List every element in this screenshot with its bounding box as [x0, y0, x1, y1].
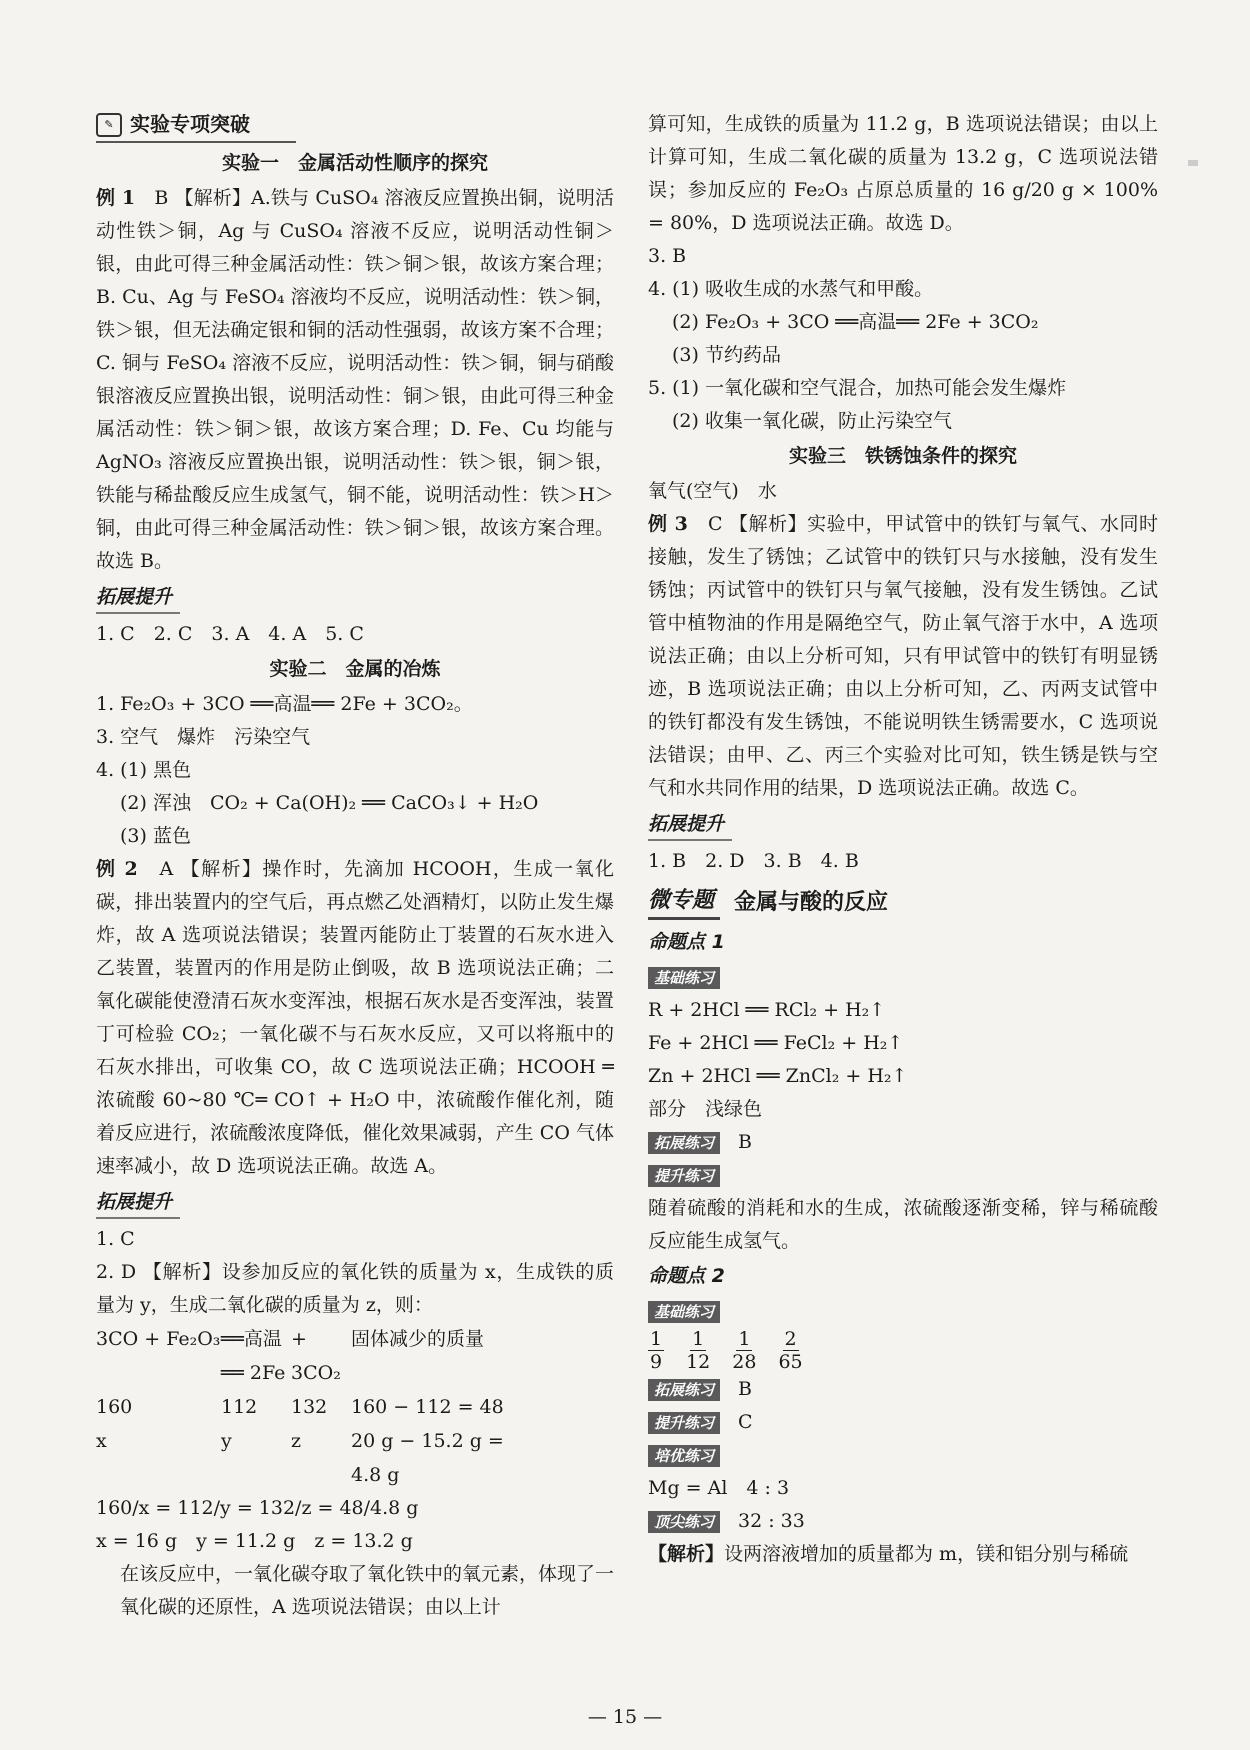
point1-label: 命题点 1 [648, 931, 725, 953]
fraction [778, 1328, 802, 1373]
fraction [686, 1328, 710, 1373]
experiment-icon: ✎ [96, 113, 122, 137]
fraction-row [648, 1328, 1158, 1373]
denominator: 9 [650, 1351, 663, 1373]
scan-mark [1188, 160, 1198, 166]
calc-cell: 160 [96, 1396, 133, 1418]
example2-text: A 【解析】操作时，先滴加 HCOOH，生成一氧化碳，排出装置内的空气后，再点燃乙处酒精灯，以防止发生爆炸，故 A 选项说法错误；装置丙能防止丁装置的石灰水进入乙装置，装置丙的作用是防止倒吸，故 B 选项说法正确；二氧化碳能使澄清石灰水变浑浊，根据石灰水是否变浑浊，装置丁可检验 CO₂；一氧化碳不与石灰水反应，又可以将瓶中的石灰水排出，可收集 CO，故 C 选项说法正确；HCOOH ═浓硫酸 60~80 ℃═ CO↑ + H₂O 中，浓硫酸作催化剂，随着反应进行，浓硫酸浓度降低，催化效果减弱，产生 CO 气体速率减小，故 D 选项说法正确。故选 A。 [96, 858, 614, 1177]
tag-top: 顶尖练习 [648, 1511, 720, 1533]
numerator: 1 [692, 1328, 705, 1350]
ext2-q1: 1. C [96, 1228, 135, 1250]
ext-answer-1: B [738, 1131, 752, 1153]
ext-answer-2: B [738, 1378, 752, 1400]
tail-text: 在该反应中，一氧化碳夺取了氧化铁中的氧元素，体现了一氧化碳的还原性，A 选项说法错误；由以上计 [120, 1563, 615, 1618]
last-analysis [648, 1538, 1158, 1571]
micro-topic-header [648, 884, 1158, 920]
exp1-title: 实验一 金属活动性顺序的探究 [221, 152, 488, 174]
continued-text: 算可知，生成铁的质量为 11.2 g，B 选项说法错误；由以上计算可知，生成二氧化碳的质量为 13.2 g，C 选项说法错误；参加反应的 Fe₂O₃ 占原总质量的 16 g/20 g × 100% = 80%，D 选项说法正确。故选 D。 [648, 113, 1158, 234]
example3-label: 例 3 [648, 513, 688, 535]
numerator: 1 [650, 1328, 663, 1350]
pe-answer: Mg = Al 4 : 3 [648, 1477, 790, 1499]
left-column [96, 108, 614, 1624]
ext-practice-1 [648, 1126, 1158, 1159]
denominator: 28 [732, 1351, 757, 1373]
calc-cell: 112 [221, 1396, 258, 1418]
denominator: 65 [778, 1351, 803, 1373]
calc-cell: 3CO + Fe₂O₃ [96, 1328, 221, 1350]
calc-table [96, 1322, 614, 1492]
extension-label-2: 拓展提升 [96, 1187, 180, 1219]
q5-1: 5. (1) 一氧化碳和空气混合，加热可能会发生爆炸 [648, 377, 1067, 399]
micro-topic-badge: 微专题 [648, 884, 720, 920]
tag-ext-2: 拓展练习 [648, 1379, 720, 1401]
example3 [648, 508, 1158, 805]
equation-note: 部分 浅绿色 [648, 1098, 763, 1120]
tag-ext: 拓展练习 [648, 1132, 720, 1154]
equation-3: Zn + 2HCl ══ ZnCl₂ + H₂↑ [648, 1065, 908, 1087]
extension-answers-1: 1. C 2. C 3. A 4. A 5. C [96, 623, 364, 645]
q3: 3. B [648, 245, 687, 267]
last-text: 设两溶液增加的质量都为 m，镁和铝分别与稀硫 [724, 1543, 1129, 1565]
calc-cell: 132 [291, 1396, 328, 1418]
q4-1: 4. (1) 吸收生成的水蒸气和甲酸。 [648, 278, 934, 300]
tag-basic: 基础练习 [648, 967, 720, 989]
numerator: 2 [784, 1328, 797, 1350]
tag-pe: 培优练习 [648, 1445, 720, 1467]
right-column [648, 108, 1158, 1571]
exp2-q4-2: (2) 浑浊 CO₂ + Ca(OH)₂ ══ CaCO₃↓ + H₂O [120, 792, 539, 814]
example2 [96, 853, 614, 1183]
calc-cell: ══高温══ 2Fe [221, 1328, 286, 1384]
extension-label-3: 拓展提升 [648, 809, 732, 841]
equation-2: Fe + 2HCl ══ FeCl₂ + H₂↑ [648, 1032, 904, 1054]
tag-basic-2: 基础练习 [648, 1301, 720, 1323]
example3-text: C 【解析】实验中，甲试管中的铁钉与氧气、水同时接触，发生了锈蚀；乙试管中的铁钉只与水接触，没有发生锈蚀；丙试管中的铁钉只与氧气接触，没有发生锈蚀。乙试管中植物油的作用是隔绝空气，防止氧气溶于水中，A 选项说法正确；由以上分析可知，只有甲试管中的铁钉有明显锈迹，B 选项说法正确；由以上分析可知，乙、丙两支试管中的铁钉都没有发生锈蚀，不能说明铁生锈需要水，C 选项说法错误；由甲、乙、丙三个实验对比可知，铁生锈是铁与空气和水共同作用的结果，D 选项说法正确。故选 C。 [648, 513, 1158, 799]
tag-up-2: 提升练习 [648, 1412, 720, 1434]
q4-3: (3) 节约药品 [672, 344, 781, 366]
ratio-line: 160/x = 112/y = 132/z = 48/4.8 g [96, 1497, 419, 1519]
calc-cell: z [291, 1430, 302, 1452]
top-answer: 32 : 33 [738, 1510, 805, 1532]
equation-1: R + 2HCl ══ RCl₂ + H₂↑ [648, 999, 886, 1021]
micro-topic-title: 金属与酸的反应 [734, 889, 889, 915]
exp2-q1: 1. Fe₂O₃ + 3CO ══高温══ 2Fe + 3CO₂。 [96, 693, 473, 715]
fraction [648, 1328, 664, 1373]
calc-cell: 20 g − 15.2 g = 4.8 g [351, 1430, 504, 1486]
up-text: 随着硫酸的消耗和水的生成，浓硫酸逐渐变稀，锌与稀硫酸反应能生成氢气。 [648, 1197, 1158, 1252]
fraction [732, 1328, 756, 1373]
extension-label-1: 拓展提升 [96, 582, 180, 614]
ext-practice-2 [648, 1373, 1158, 1406]
page-number: — 15 — [587, 1706, 663, 1728]
calc-cell: 固体减少的质量 [351, 1328, 485, 1350]
exp3-blank: 氧气(空气) 水 [648, 480, 777, 502]
up-answer-2: C [738, 1411, 753, 1433]
ext2-q2: 2. D 【解析】设参加反应的氧化铁的质量为 x，生成铁的质量为 y，生成二氧化碳的质量为 z，则： [96, 1261, 614, 1316]
calc-cell: x [96, 1430, 107, 1452]
exp2-title: 实验二 金属的冶炼 [269, 658, 441, 680]
top-practice [648, 1505, 1158, 1538]
example2-label: 例 2 [96, 858, 138, 880]
example1-label: 例 1 [96, 187, 136, 209]
example1 [96, 182, 614, 578]
denominator: 12 [686, 1351, 711, 1373]
extension-answers-3: 1. B 2. D 3. B 4. B [648, 850, 859, 872]
exp3-title: 实验三 铁锈蚀条件的探究 [788, 445, 1017, 467]
q4-2: (2) Fe₂O₃ + 3CO ══高温══ 2Fe + 3CO₂ [672, 311, 1039, 333]
tag-up: 提升练习 [648, 1165, 720, 1187]
exp2-q4-3: (3) 蓝色 [120, 825, 191, 847]
exp2-q3: 3. 空气 爆炸 污染空气 [96, 726, 311, 748]
example1-text: B 【解析】A.铁与 CuSO₄ 溶液反应置换出铜，说明活动性铁＞铜，Ag 与 CuSO₄ 溶液不反应，说明活动性铜＞银，由此可得三种金属活动性：铁＞铜＞银，故该方案合理；B. Cu、Ag 与 FeSO₄ 溶液均不反应，说明活动性：铁＞铜，铁＞银，但无法确定银和铜的活动性强弱，故该方案不合理；C. 铜与 FeSO₄ 溶液不反应，说明活动性：铁＞铜，铜与硝酸银溶液反应置换出银，说明活动性：铜＞银，由此可得三种金属活动性：铁＞铜＞银，故该方案合理；D. Fe、Cu 均能与 AgNO₃ 溶液反应置换出银，说明活动性：铁＞银，铜＞银，铁能与稀盐酸反应生成氢气，铜不能，说明活动性：铁＞H＞铜，由此可得三种金属活动性：铁＞铜＞银，故该方案合理。故选 B。 [96, 187, 614, 572]
up-practice-2 [648, 1406, 1158, 1439]
calc-cell: y [221, 1430, 232, 1452]
numerator: 1 [738, 1328, 751, 1350]
section-title: 实验专项突破 [130, 112, 250, 136]
q5-2: (2) 收集一氧化碳，防止污染空气 [672, 410, 952, 432]
point2-label: 命题点 2 [648, 1265, 725, 1287]
exp2-q4: 4. (1) 黑色 [96, 759, 192, 781]
calc-cell: + 3CO₂ [291, 1328, 341, 1384]
section-header [96, 108, 296, 143]
solution-line: x = 16 g y = 11.2 g z = 13.2 g [96, 1530, 413, 1552]
calc-cell: 160 − 112 = 48 [351, 1396, 504, 1418]
last-label: 【解析】 [648, 1543, 725, 1565]
